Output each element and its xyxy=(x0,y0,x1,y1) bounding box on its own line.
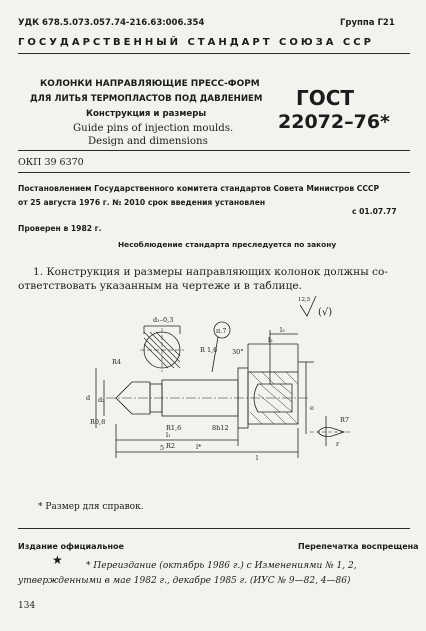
title-en-line1: Guide pins of injection moulds. xyxy=(73,123,234,134)
gost-label: ГОСТ xyxy=(296,86,355,110)
reprint-label: Перепечатка воспрещена xyxy=(298,542,419,551)
standard-title: ГОСУДАРСТВЕННЫЙ СТАНДАРТ СОЮЗА ССР xyxy=(18,37,374,48)
label-l1: l₁ xyxy=(166,431,171,439)
title-rule xyxy=(18,150,410,151)
decree-line2: от 25 августа 1976 г. № 2010 срок введения установлен xyxy=(18,198,266,207)
edition-label: Издание официальное xyxy=(18,542,124,551)
label-r-top: R 1,6 xyxy=(200,346,218,354)
okp-code: ОКП 39 6370 xyxy=(18,157,84,168)
okp-rule xyxy=(18,172,410,173)
label-d-section: d₁–0,3 xyxy=(153,316,174,324)
guide-pin-drawing xyxy=(0,292,426,482)
checked-note: Проверен в 1982 г. xyxy=(18,224,102,233)
label-tol: 8h12 xyxy=(212,424,229,432)
label-l3: l₃ xyxy=(280,326,285,334)
label-d: d xyxy=(86,394,91,402)
label-l2: l₂ xyxy=(268,336,273,344)
udc-code: УДК 678.5.073.057.74-216.63:006.354 xyxy=(18,18,205,28)
label-r16: R1,6 xyxy=(166,424,182,432)
label-e: e xyxy=(310,404,314,412)
decree-date: с 01.07.77 xyxy=(352,207,397,216)
label-r08: R0,8 xyxy=(90,418,106,426)
label-angle: 30° xyxy=(232,348,244,356)
footer-rule xyxy=(18,528,410,529)
label-callout: п.7 xyxy=(216,327,227,335)
star-mark: ★ xyxy=(52,553,63,567)
clause-line1: 1. Конструкция и размеры направляющих колонок должны со- xyxy=(33,266,388,278)
label-r7: R7 xyxy=(340,416,350,424)
label-r4: R4 xyxy=(112,358,122,366)
page-number: 134 xyxy=(18,601,36,611)
subtitle-ru: Конструкция и размеры xyxy=(86,109,207,119)
header-rule xyxy=(18,53,410,54)
label-dim-bottom: 5 xyxy=(160,444,165,452)
gost-number: 22072–76* xyxy=(278,111,390,133)
label-lstar: l* xyxy=(196,443,202,451)
enforcement-note: Несоблюдение стандарта преследуется по закону xyxy=(118,240,337,249)
roughness-value: 12,5 xyxy=(298,297,311,303)
title-ru-line2: ДЛЯ ЛИТЬЯ ТЕРМОПЛАСТОВ ПОД ДАВЛЕНИЕМ xyxy=(30,94,263,104)
label-r-small: r xyxy=(336,440,340,448)
title-en-line2: Design and dimensions xyxy=(88,136,208,147)
footnote: * Размер для справок. xyxy=(38,502,144,512)
reissue-line1: * Переиздание (октябрь 1986 г.) с Изменениями № 1, 2, xyxy=(86,561,357,571)
title-ru-line1: КОЛОНКИ НАПРАВЛЯЮЩИЕ ПРЕСС-ФОРМ xyxy=(40,79,260,89)
label-d2: d₂ xyxy=(98,396,105,404)
label-l: l xyxy=(256,454,259,462)
reissue-line2: утвержденными в мае 1982 г., декабре 1985 г. (ИУС № 9—82, 4—86) xyxy=(18,576,351,586)
group-label: Группа Г21 xyxy=(340,18,395,28)
clause-line2: ответствовать указанным на чертеже и в таблице. xyxy=(18,280,303,292)
roughness-mark: (√) xyxy=(318,307,333,318)
label-r2: R2 xyxy=(166,442,176,450)
decree-line1: Постановлением Государственного комитета стандартов Совета Министров СССР xyxy=(18,184,380,193)
